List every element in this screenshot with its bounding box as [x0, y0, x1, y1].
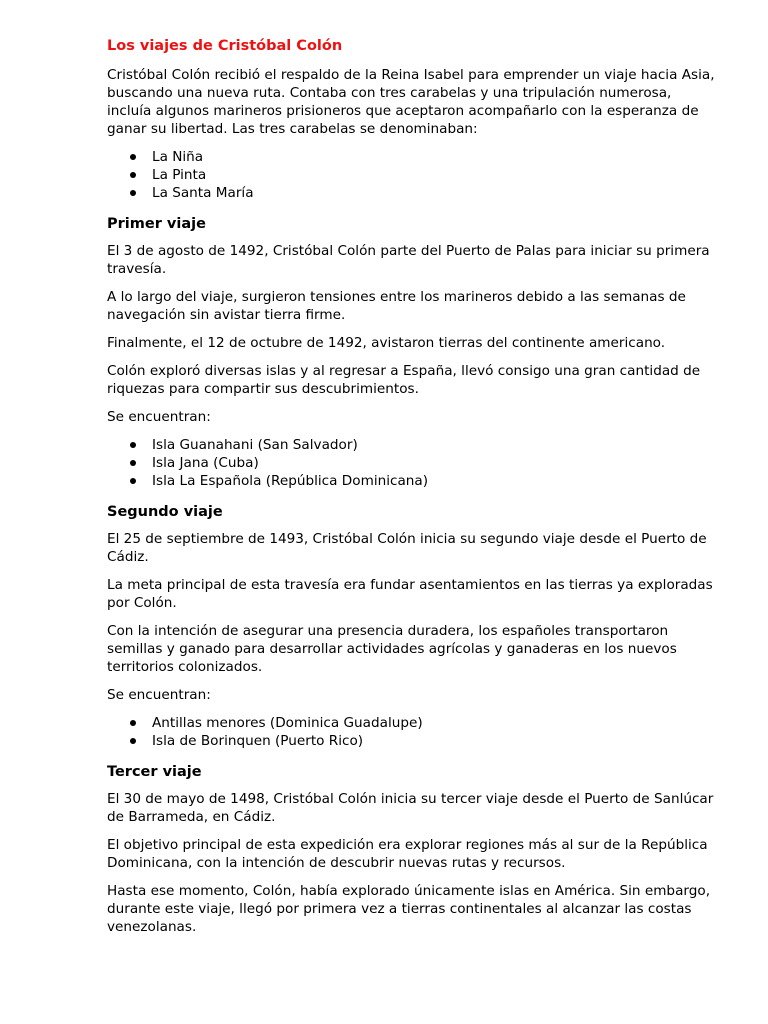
islands-list-primer-viaje — [107, 436, 716, 490]
list-item: Isla Guanahani (San Salvador) — [152, 436, 716, 454]
intro-paragraph: Cristóbal Colón recibió el respaldo de la Reina Isabel para emprender un viaje hacia Asia, buscando una nueva ruta. Contaba con tres carabelas y una tripulación numerosa, incluía algunos marineros prisioneros que aceptaron acompañarlo con la esperanza de ganar su libertad. Las tres carabelas se denominaban: — [107, 67, 715, 137]
paragraph: Colón exploró diversas islas y al regresar a España, llevó consigo una gran cantidad de riquezas para compartir sus descubrimientos. — [107, 363, 701, 397]
paragraph: El 25 de septiembre de 1493, Cristóbal Colón inicia su segundo viaje desde el Puerto de Cádiz. — [107, 531, 707, 565]
ships-list — [107, 148, 716, 202]
list-item: Isla La Española (República Dominicana) — [152, 472, 716, 490]
list-item: La Santa María — [152, 184, 716, 202]
list-item: Antillas menores (Dominica Guadalupe) — [152, 714, 716, 732]
section-heading-primer-viaje: Primer viaje — [107, 216, 206, 232]
paragraph: Con la intención de asegurar una presencia duradera, los españoles transportaron semillas y ganado para desarrollar actividades agrícolas y ganaderas en los nuevos territorios colonizados. — [107, 623, 677, 675]
list-item: La Niña — [152, 148, 716, 166]
paragraph: Se encuentran: — [107, 687, 211, 703]
document-title: Los viajes de Cristóbal Colón — [107, 38, 343, 54]
paragraph: Se encuentran: — [107, 409, 211, 425]
paragraph: El objetivo principal de esta expedición era explorar regiones más al sur de la República Dominicana, con la intención de descubrir nuevas rutas y recursos. — [107, 837, 708, 871]
paragraph: El 30 de mayo de 1498, Cristóbal Colón inicia su tercer viaje desde el Puerto de Sanlúcar de Barrameda, en Cádiz. — [107, 791, 714, 825]
paragraph: El 3 de agosto de 1492, Cristóbal Colón parte del Puerto de Palas para iniciar su primera travesía. — [107, 243, 710, 277]
paragraph: Finalmente, el 12 de octubre de 1492, avistaron tierras del continente americano. — [107, 335, 666, 351]
section-heading-tercer-viaje: Tercer viaje — [107, 764, 202, 780]
section-heading-segundo-viaje: Segundo viaje — [107, 504, 223, 520]
paragraph: La meta principal de esta travesía era fundar asentamientos en las tierras ya exploradas por Colón. — [107, 577, 713, 611]
list-item: Isla de Borinquen (Puerto Rico) — [152, 732, 716, 750]
list-item: La Pinta — [152, 166, 716, 184]
list-item: Isla Jana (Cuba) — [152, 454, 716, 472]
paragraph: Hasta ese momento, Colón, había explorado únicamente islas en América. Sin embargo, durante este viaje, llegó por primera vez a tierras continentales al alcanzar las costas venezolanas. — [107, 883, 711, 935]
paragraph: A lo largo del viaje, surgieron tensiones entre los marineros debido a las semanas de navegación sin avistar tierra firme. — [107, 289, 686, 323]
islands-list-segundo-viaje — [107, 714, 716, 750]
